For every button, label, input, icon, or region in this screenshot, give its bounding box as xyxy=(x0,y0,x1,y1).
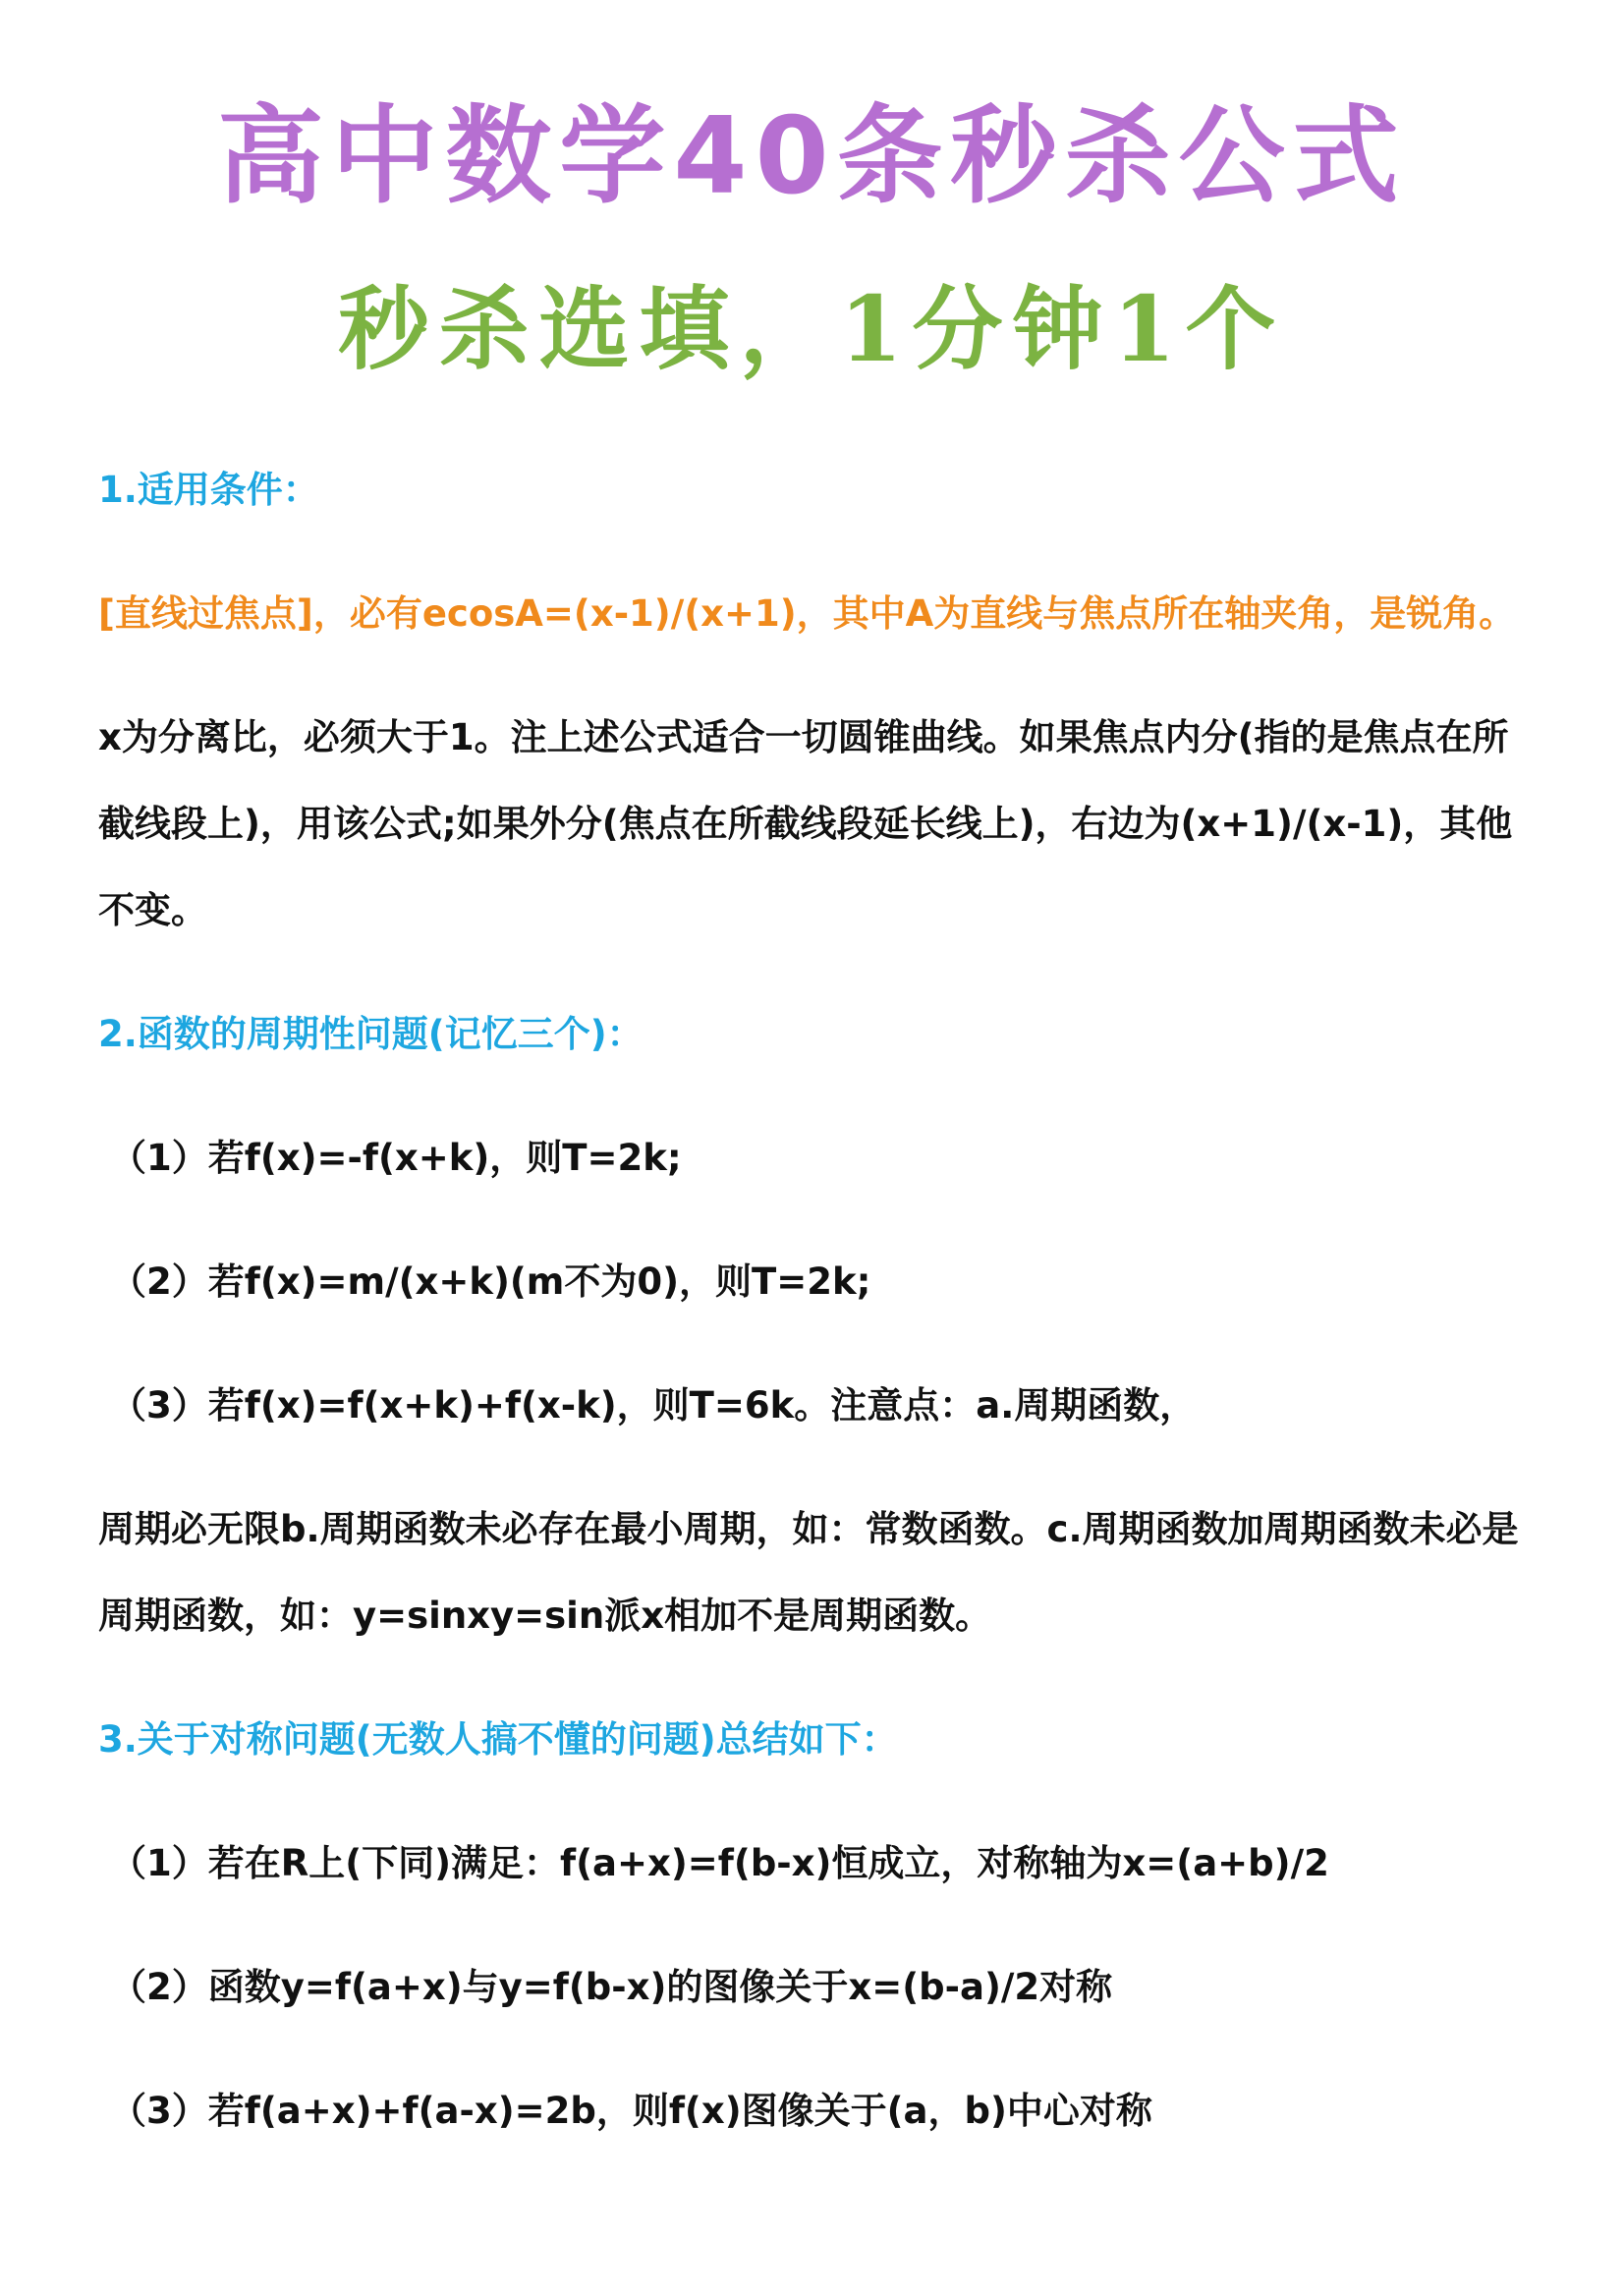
section-3-item-3: （3）若f(a+x)+f(a-x)=2b，则f(x)图像关于(a，b)中心对称 xyxy=(110,2090,1152,2132)
section-3-item-1: （1）若在R上(下同)满足：f(a+x)=f(b-x)恒成立，对称轴为x=(a+b)/2 xyxy=(110,1842,1329,1884)
page-title: 高中数学40条秒杀公式 xyxy=(217,95,1407,218)
page-subtitle: 秒杀选填，1分钟1个 xyxy=(338,276,1286,382)
section-2-item-3: （3）若f(x)=f(x+k)+f(x-k)，则T=6k。注意点：a.周期函数， xyxy=(110,1384,1197,1427)
section-1-heading: 1.适用条件： xyxy=(98,469,319,511)
section-2-item-1: （1）若f(x)=-f(x+k)，则T=2k; xyxy=(110,1137,682,1179)
section-1-note: x为分离比，必须大于1。注上述公式适合一切圆锥曲线。如果焦点内分(指的是焦点在所截线段上)，用该公式;如果外分(焦点在所截线段延长线上)，右边为(x+1)/(x-1)，其他不变。 xyxy=(98,716,1513,931)
section-2-item-2: （2）若f(x)=m/(x+k)(m不为0)，则T=2k; xyxy=(110,1260,871,1303)
section-1-formula: [直线过焦点]，必有ecosA=(x-1)/(x+1)，其中A为直线与焦点所在轴夹角，是锐角。 xyxy=(98,592,1516,635)
document-body xyxy=(98,447,1542,2192)
section-2-note: 周期必无限b.周期函数未必存在最小周期，如：常数函数。c.周期函数加周期函数未必是周期函数，如：y=sinxy=sin派x相加不是周期函数。 xyxy=(98,1508,1519,1637)
section-3-heading: 3.关于对称问题(无数人搞不懂的问题)总结如下： xyxy=(98,1718,898,1761)
section-2-heading: 2.函数的周期性问题(记忆三个)： xyxy=(98,1013,644,1055)
section-3-item-2: （2）函数y=f(a+x)与y=f(b-x)的图像关于x=(b-a)/2对称 xyxy=(110,1966,1113,2008)
